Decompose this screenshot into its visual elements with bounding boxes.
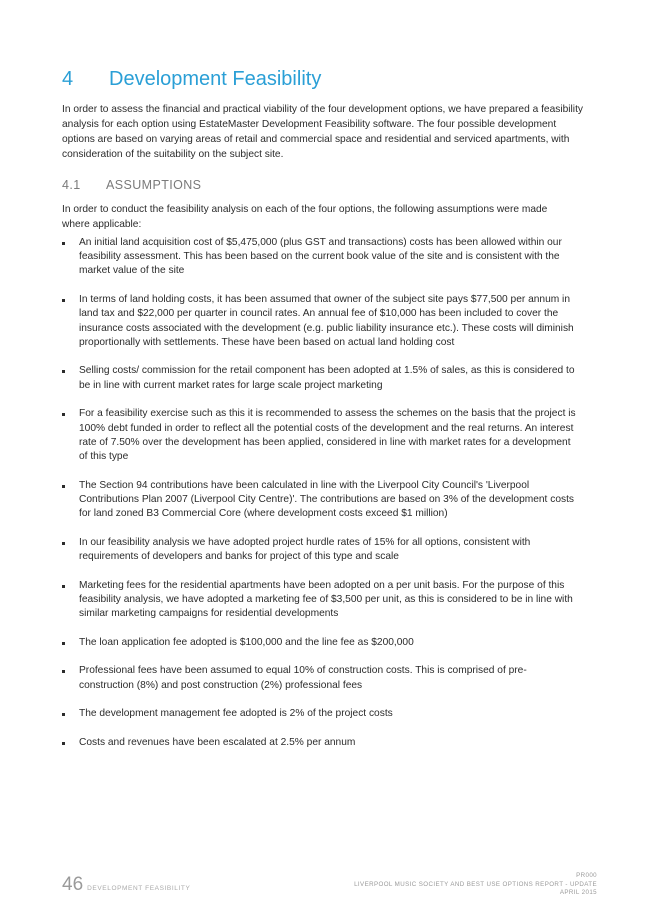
assumption-text: In terms of land holding costs, it has been assumed that owner of the subject site pays $77,500 per annum in land tax and $22,000 per quarter in council rates. An annual fee of $10,000 has been included to cover the insurance costs associated with the development (e.g. public liability insurance etc.). These costs will diminish proportionally with settlements. These have been based on actual land holding cost — [79, 294, 574, 348]
page-footer-left — [62, 874, 190, 896]
footer-report-title: LIVERPOOL MUSIC SOCIETY AND BEST USE OPTIONS REPORT - UPDATE — [354, 880, 597, 888]
assumption-item — [62, 707, 577, 721]
bullet-icon — [62, 585, 65, 588]
subsection-number: 4.1 — [62, 178, 81, 192]
bullet-icon — [62, 242, 65, 245]
assumption-item — [62, 736, 577, 750]
assumption-item — [62, 236, 577, 279]
subsection-title: ASSUMPTIONS — [106, 178, 202, 192]
assumption-text: In our feasibility analysis we have adopted project hurdle rates of 15% for all options, consistent with requirements of developers and banks for project of this type and scale — [79, 536, 531, 562]
bullet-icon — [62, 670, 65, 673]
section-heading — [62, 68, 321, 91]
footer-code: PR000 — [576, 872, 597, 879]
bullet-icon — [62, 485, 65, 488]
bullet-icon — [62, 742, 65, 745]
assumption-item — [62, 479, 577, 522]
assumption-text: Marketing fees for the residential apartments have been adopted on a per unit basis. For the purpose of this feasibility analysis, we have adopted a marketing fee of $3,500 per unit, as this is considered to be in line with similar marketing campaigns for residential developments — [79, 579, 573, 620]
bullet-icon — [62, 642, 65, 645]
assumption-item — [62, 579, 577, 622]
section-number: 4 — [62, 68, 74, 90]
assumption-text: Costs and revenues have been escalated at 2.5% per annum — [79, 737, 356, 749]
assumption-item — [62, 536, 577, 564]
assumption-text: Selling costs/ commission for the retail component has been adopted at 1.5% of sales, as this is considered to be in line with current market rates for large scale project marketing — [79, 365, 575, 391]
assumption-text: The Section 94 contributions have been calculated in line with the Liverpool City Council's 'Liverpool Contributions Plan 2007 (Liverpool City Centre)'. The contributions are based on 3% of the development costs for land zoned B3 Commercial Core (where development costs exceed $1 million) — [79, 479, 574, 520]
bullet-icon — [62, 413, 65, 416]
assumption-item — [62, 636, 577, 650]
assumption-item — [62, 664, 577, 692]
assumption-text: The development management fee adopted is 2% of the project costs — [79, 708, 393, 720]
assumption-item — [62, 364, 577, 392]
section-intro-paragraph: In order to assess the financial and practical viability of the four development options, we have prepared a feasibility analysis for each option using EstateMaster Development Feasibility software. The four possible development options are based on varying areas of retail and commercial space and residential and serviced apartments, with consideration of the suitability on the subject site. — [62, 104, 583, 160]
footer-section-label: DEVELOPMENT FEASIBILITY — [87, 885, 191, 892]
section-title: Development Feasibility — [109, 68, 322, 90]
assumptions-list — [62, 236, 577, 765]
assumption-item — [62, 407, 577, 464]
bullet-icon — [62, 299, 65, 302]
footer-date: APRIL 2015 — [559, 889, 597, 896]
bullet-icon — [62, 370, 65, 373]
subsection-heading — [62, 178, 201, 192]
assumption-text: The loan application fee adopted is $100,000 and the line fee as $200,000 — [79, 636, 414, 648]
assumption-item — [62, 293, 577, 350]
assumption-text: For a feasibility exercise such as this it is recommended to assess the schemes on the basis that the project is 100% debt funded in order to reflect all the potential costs of the development and the real returns. An interest rate of 7.50% over the development has been applied, considered in line with market rates for a development of this type — [79, 408, 576, 462]
page-number: 46 — [62, 874, 84, 895]
bullet-icon — [62, 713, 65, 716]
page-footer-right — [354, 872, 597, 898]
assumption-text: An initial land acquisition cost of $5,475,000 (plus GST and transactions) costs has been allowed within our feasibility assessment. This has been based on the current book value of the site and is consistent with the market value of the site — [79, 237, 562, 277]
assumption-text: Professional fees have been assumed to equal 10% of construction costs. This is comprised of pre-construction (8%) and post construction (2%) professional fees — [79, 665, 527, 691]
bullet-icon — [62, 542, 65, 545]
subsection-intro-paragraph: In order to conduct the feasibility analysis on each of the four options, the following assumptions were made where applicable: — [62, 204, 548, 230]
